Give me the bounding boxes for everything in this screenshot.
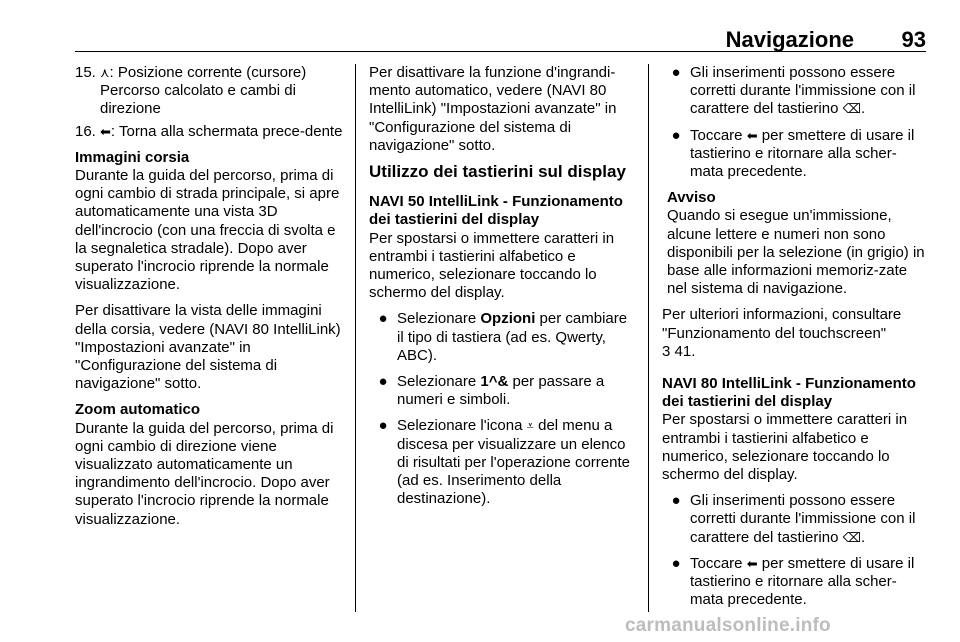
navi80-paragraph: Per spostarsi o immettere caratteri in entrambi i tastierini alfabetico e numerico, selezionare toccando lo schermo del display. (662, 411, 908, 484)
section-title: Utilizzo dei tastierini sul display (369, 162, 626, 182)
zoom-heading: Zoom automatico (75, 401, 201, 419)
column-2 (369, 64, 633, 516)
zoom-paragraph: Durante la guida del percorso, prima di ogni cambio di direzione viene visualizzato automaticamente un ingrandimento dell'incrocio. Dopo aver superato l'incrocio riprende la normale visualizzazione. (75, 419, 334, 528)
page-reference: 3 41. (662, 342, 696, 360)
bullet-text: Selezionare l'icona (397, 417, 527, 435)
bullet-text: per smettere di usare il tastierino e ritornare alla scher-mata precedente. (690, 554, 915, 609)
bullet-icon: ● (378, 373, 388, 391)
list-item (369, 373, 633, 409)
list-item (662, 555, 928, 610)
list-item (662, 64, 928, 119)
bullet-text: per passare a numeri e simboli. (397, 373, 605, 409)
backspace-icon: ⌫ (842, 101, 861, 117)
note-heading: Avviso (667, 189, 716, 207)
list-item-15 (75, 64, 343, 82)
page-number: 93 (901, 27, 926, 52)
bullet-text: Selezionare (397, 373, 481, 391)
lane-heading: Immagini corsia (75, 148, 190, 166)
column-3 (662, 64, 928, 617)
options-label: Opzioni (480, 310, 536, 328)
note-text: Quando si esegue un'immissione, alcune lettere e numeri non sono disponibili per la selezione (in grigio) in base alle informazioni memoriz-zate nel sistema di navigazione. (667, 207, 925, 298)
bullet-icon: ● (671, 554, 681, 572)
item-number: 15. (75, 64, 96, 81)
back-arrow-icon: ⬅ (746, 127, 758, 143)
bullet-text: Toccare (690, 554, 747, 572)
back-arrow-icon: ⬅ (746, 555, 758, 571)
bullet-text: . (860, 528, 866, 546)
navi50-paragraph: Per spostarsi o immettere caratteri in entrambi i tastierini alfabetico e numerico, selezionare toccando lo schermo del display. (369, 229, 615, 302)
bullet-icon: ● (378, 417, 388, 435)
item-text: : Torna alla schermata prece-dente (110, 122, 343, 140)
dropdown-menu-icon: ⩡ (526, 418, 534, 434)
list-item-16 (75, 123, 343, 141)
bullet-icon: ● (378, 310, 388, 328)
page-title: Navigazione (725, 27, 854, 52)
bullet-text: Toccare (690, 126, 747, 144)
bullet-text: . (860, 100, 866, 118)
item-number: 16. (75, 122, 96, 140)
lane-paragraph-1: Durante la guida del percorso, prima di ogni cambio di strada principale, si apre automaticamente una vista 3D dell'incrocio (con una freccia di svolta e la segnaletica stradale). Dopo aver superato l'incrocio riprende la normale visualizzazione. (75, 167, 340, 294)
backspace-icon: ⌫ (842, 529, 861, 545)
bullet-icon: ● (671, 64, 681, 81)
navi80-subhead: NAVI 80 IntelliLink - Funzionamento dei tastierini del display (662, 375, 916, 411)
bullet-text: Gli inserimenti possono essere corretti durante l'immissione con il carattere del tastierino (690, 64, 916, 118)
more-info-paragraph: Per ulteriori informazioni, consultare "Funzionamento del touchscreen" (662, 306, 902, 342)
column-1 (75, 64, 343, 537)
item-continuation: Percorso calcolato e cambi di direzione (100, 82, 296, 118)
bullet-text: del menu a discesa per visualizzare un elenco di risultati per l'operazione corrente (ad es. Inserimento della destinazione). (397, 417, 630, 508)
bullet-icon: ● (671, 126, 681, 144)
list-item (369, 417, 633, 508)
list-item (662, 127, 928, 182)
watermark: carmanualsonline.info (625, 615, 831, 636)
column-divider (648, 64, 649, 612)
item-text: : Posizione corrente (cursore) (109, 64, 307, 81)
page-header (75, 25, 926, 52)
bullet-text: Selezionare (397, 310, 481, 328)
lane-paragraph-2: Per disattivare la vista delle immagini della corsia, vedere (NAVI 80 IntelliLink) "Impostazioni avanzate" in "Configurazione del sistema di navigazione" sotto. (75, 302, 341, 393)
note-block (662, 189, 928, 298)
list-item (662, 492, 928, 547)
zoom-disable-paragraph: Per disattivare la funzione d'ingrandi-mento automatico, vedere (NAVI 80 IntelliLink) "Impostazioni avanzate" in "Configurazione del sistema di navigazione" sotto. (369, 64, 617, 154)
bullet-text: per cambiare il tipo di tastiera (ad es. Qwerty, ABC). (397, 310, 628, 364)
column-divider (355, 64, 356, 612)
bullet-text: per smettere di usare il tastierino e ritornare alla scher-mata precedente. (690, 126, 915, 181)
arrow-position-icon: ⋏ (100, 65, 110, 80)
bullet-text: Gli inserimenti possono essere corretti durante l'immissione con il carattere del tastierino (690, 492, 916, 546)
symbols-label: 1^& (480, 373, 509, 391)
bullet-icon: ● (671, 492, 681, 510)
navi50-subhead: NAVI 50 IntelliLink - Funzionamento dei tastierini del display (369, 193, 623, 229)
back-arrow-icon: ⬅ (100, 123, 111, 139)
list-item (369, 310, 633, 365)
